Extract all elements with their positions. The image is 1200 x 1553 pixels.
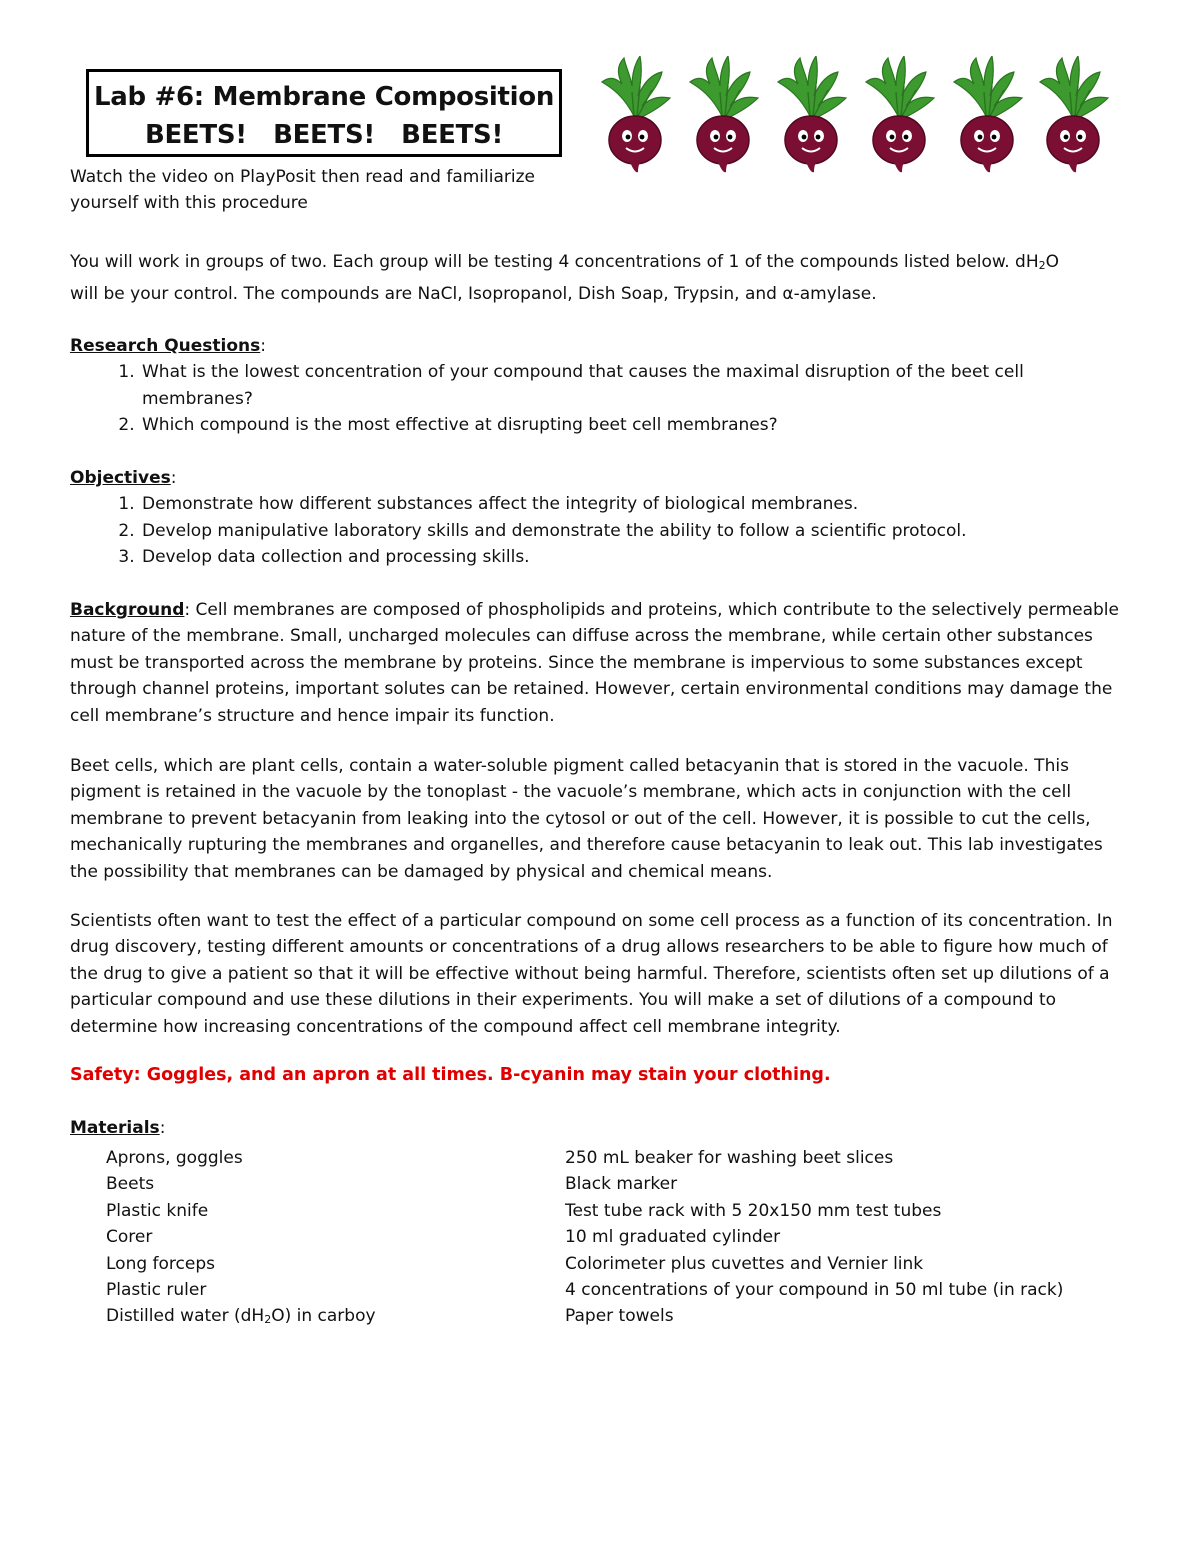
list-item: Aprons, goggles bbox=[106, 1148, 243, 1168]
list-item: 2. Develop manipulative laboratory skills and demonstrate the ability to follow a scientific protocol. bbox=[140, 518, 1130, 544]
background-paragraph-1: Background: Cell membranes are composed of phospholipids and proteins, which contribute to the selectively permeable nature of the membrane. Small, uncharged molecules can diffuse across the membrane, while certain other substances must be transported across the membrane by proteins. Since the membrane is impervious to some substances except through channel proteins, important solutes can be retained. However, certain environmental conditions may damage the cell membrane’s structure and hence impair its function. bbox=[70, 600, 1119, 726]
list-item: 4 concentrations of your compound in 50 ml tube (in rack) bbox=[565, 1280, 1064, 1301]
list-item: Beets bbox=[106, 1174, 155, 1195]
research-questions-section: Research Questions: 1. What is the lowest concentration of your compound that causes the maximal disruption of the beet cell membranes? 2. Which compound is the most effective at disrupting beet cell membranes? bbox=[70, 333, 1130, 439]
background-heading: Background bbox=[70, 600, 185, 620]
background-paragraph-2: Beet cells, which are plant cells, contain a water-soluble pigment called betacyanin that is stored in the vacuole. This pigment is retained in the vacuole by the tonoplast - the vacuole’s membrane, which acts in conjunction with the cell membrane to prevent betacyanin from leaking into the cytosol or out of the cell. However, it is possible to cut the cells, mechanically rupturing the membranes and organelles, and therefore cause betacyanin to leak out. This lab investigates the possibility that membranes can be damaged by physical and chemical means. bbox=[70, 756, 1103, 882]
beet-cartoon-icon bbox=[690, 56, 758, 172]
beet-cartoon-icon bbox=[778, 56, 846, 172]
materials-right-column bbox=[565, 1145, 1063, 1330]
list-item: Plastic ruler bbox=[106, 1280, 207, 1301]
background-paragraph-3: Scientists often want to test the effect of a particular compound on some cell process as a function of its concentration. In drug discovery, testing different amounts or concentrations of a drug allows researchers to be able to figure how much of the drug to give a patient so that it will be effective without being harmful. Therefore, scientists often set up dilutions of a particular compound and use these dilutions in their experiments. You will make a set of dilutions of a compound to determine how increasing concentrations of the compound affect cell membrane integrity. bbox=[70, 911, 1113, 1037]
research-questions-list bbox=[70, 359, 1130, 438]
title-box bbox=[86, 69, 562, 157]
materials-left-column bbox=[106, 1145, 376, 1330]
objectives-section: Objectives: 1. Demonstrate how different substances affect the integrity of biological membranes. 2. Develop manipulative laboratory skills and demonstrate the ability to follow a scientific protocol. 3. Develop data collection and processing skills. bbox=[70, 465, 1130, 571]
list-item: Corer bbox=[106, 1227, 153, 1248]
objectives-heading: Objectives bbox=[70, 468, 171, 488]
beet-cartoon-icon bbox=[1040, 56, 1108, 172]
list-item: Plastic knife bbox=[106, 1200, 209, 1221]
list-item: Distilled water $(dH_2O)$ in carboy bbox=[106, 1306, 376, 1327]
list-item: 3. Develop data collection and processing skills. bbox=[140, 544, 1130, 570]
list-item: 10 ml graduated cylinder bbox=[565, 1227, 781, 1248]
groups-paragraph: You will work in groups of two. Each group will be testing 4 concentrations of 1 of the compounds listed below. $dH_2O$ will be your control. The compounds are NaCl, Isopropanol, Dish Soap, Trypsin, and α-amylase. bbox=[70, 252, 1059, 304]
safety-warning: Safety: Goggles, and an apron at all times. B-cyanin may stain your clothing. bbox=[70, 1065, 831, 1085]
list-item: 1. Demonstrate how different substances affect the integrity of biological membranes. bbox=[140, 491, 1130, 517]
list-item: Paper towels bbox=[565, 1306, 674, 1327]
page-title: Lab #6: Membrane Composition bbox=[93, 82, 555, 112]
list-item: 1. What is the lowest concentration of your compound that causes the maximal disruption of the beet cell membranes? bbox=[140, 359, 1130, 412]
materials-heading-row: Materials: bbox=[70, 1118, 166, 1138]
list-item: Black marker bbox=[565, 1174, 678, 1195]
beet-cartoon-icon bbox=[866, 56, 934, 172]
list-item: Long forceps bbox=[106, 1253, 215, 1274]
page-subtitle: BEETS! BEETS! BEETS! bbox=[144, 120, 504, 150]
beet-illustrations bbox=[594, 56, 1114, 176]
materials-heading: Materials bbox=[70, 1118, 160, 1138]
list-item: Test tube rack with 5 20x150 mm test tubes bbox=[565, 1200, 942, 1221]
intro-text: Watch the video on PlayPosit then read and familiarize yourself with this procedure bbox=[70, 167, 535, 213]
list-item: 250 mL beaker for washing beet slices bbox=[565, 1148, 894, 1168]
beet-cartoon-icon bbox=[954, 56, 1022, 172]
beet-cartoon-icon bbox=[602, 56, 670, 172]
research-questions-heading: Research Questions bbox=[70, 336, 261, 356]
list-item: 2. Which compound is the most effective at disrupting beet cell membranes? bbox=[140, 412, 1130, 438]
objectives-list bbox=[70, 491, 1130, 570]
list-item: Colorimeter plus cuvettes and Vernier link bbox=[565, 1253, 924, 1274]
